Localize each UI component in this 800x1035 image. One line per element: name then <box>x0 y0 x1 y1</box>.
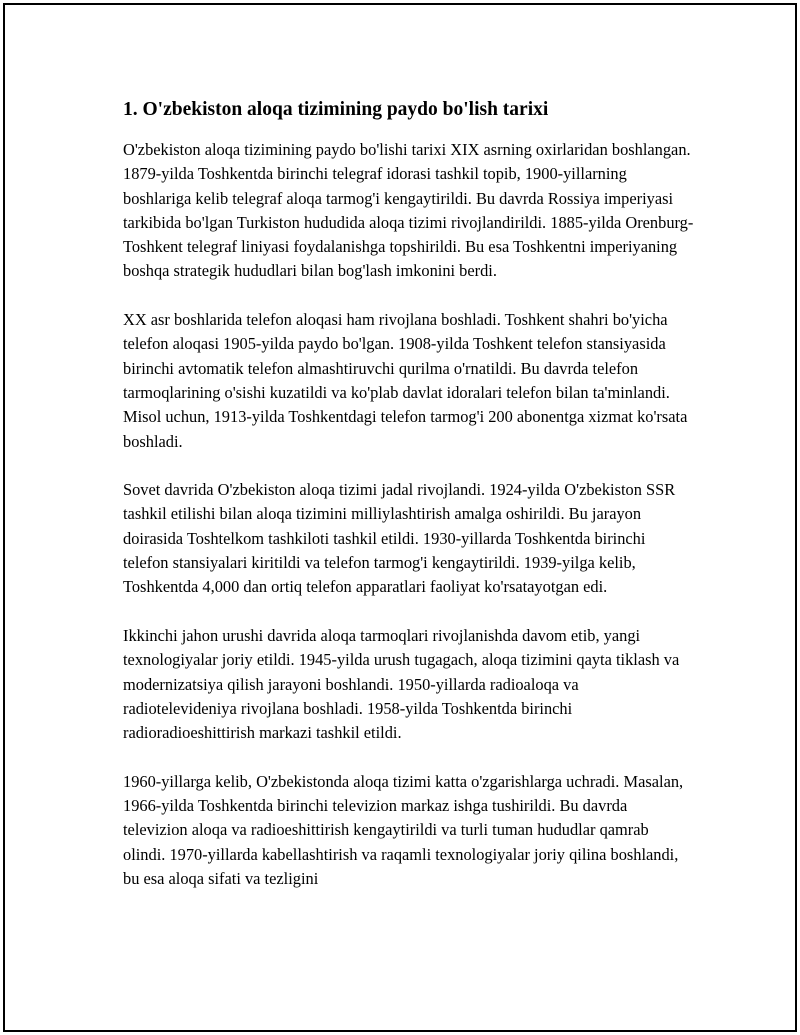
section-heading: 1. O'zbekiston aloqa tizimining paydo bo'lish tarixi <box>123 99 549 120</box>
paragraph-5: 1960-yillarga kelib, O'zbekistonda aloqa tizimi katta o'zgarishlarga uchradi. Masalan, 1966-yilda Toshkentda birinchi televizion markaz ishga tushirildi. Bu davrda televizion aloqa va radioeshittirish kengaytirildi va turli tuman hududlar qamrab olindi. 1970-yillarda kabellashtirish va raqamli texnologiyalar joriy qilina boshlandi, bu esa aloqa sifati va tezligini <box>123 771 684 888</box>
page-frame <box>3 3 797 1032</box>
document-body <box>123 97 695 916</box>
paragraph-2: XX asr boshlarida telefon aloqasi ham rivojlana boshladi. Toshkent shahri bo'yicha telefon aloqasi 1905-yilda paydo bo'lgan. 1908-yilda Toshkent telefon stansiyasida birinchi avtomatik telefon almashtiruvchi qurilma o'rnatildi. Bu davrda telefon tarmoqlarining o'sishi kuzatildi va ko'plab davlat idoralari telefon bilan ta'minlandi. Misol uchun, 1913-yilda Toshkentdagi telefon tarmog'i 200 abonentga xizmat ko'rsata boshladi. <box>123 310 688 451</box>
paragraph-4: Ikkinchi jahon urushi davrida aloqa tarmoqlari rivojlanishda davom etib, yangi texnologiyalar joriy etildi. 1945-yilda urush tugagach, aloqa tizimini qayta tiklash va modernizatsiya qilish jarayoni boshlandi. 1950-yillarda radioaloqa va radiotelevideniya rivojlana boshladi. 1958-yilda Toshkentda birinchi radioradioeshittirish markazi tashkil etildi. <box>123 625 680 743</box>
paragraph-1: O'zbekiston aloqa tizimining paydo bo'lishi tarixi XIX asrning oxirlaridan boshlangan. 1879-yilda Toshkentda birinchi telegraf idorasi tashkil topib, 1900-yillarning boshlariga kelib telegraf aloqa tarmog'i kengaytirildi. Bu davrda Rossiya imperiyasi tarkibida bo'lgan Turkiston hududida aloqa tizimi rivojlandirildi. 1885-yilda Orenburg-Toshkent telegraf liniyasi foydalanishga topshirildi. Bu esa Toshkentni imperiyaning boshqa strategik hududlari bilan bog'lash imkonini berdi. <box>123 140 694 281</box>
paragraph-3: Sovet davrida O'zbekiston aloqa tizimi jadal rivojlandi. 1924-yilda O'zbekiston SSR tashkil etilishi bilan aloqa tizimini milliylashtirish amalga oshirildi. Bu jarayon doirasida Toshtelkom tashkiloti tashkil etildi. 1930-yillarda Toshkentda birinchi telefon stansiyalari kiritildi va telefon tarmog'i kengaytirildi. 1939-yilga kelib, Toshkentda 4,000 dan ortiq telefon apparatlari faoliyat ko'rsatayotgan edi. <box>123 480 676 597</box>
